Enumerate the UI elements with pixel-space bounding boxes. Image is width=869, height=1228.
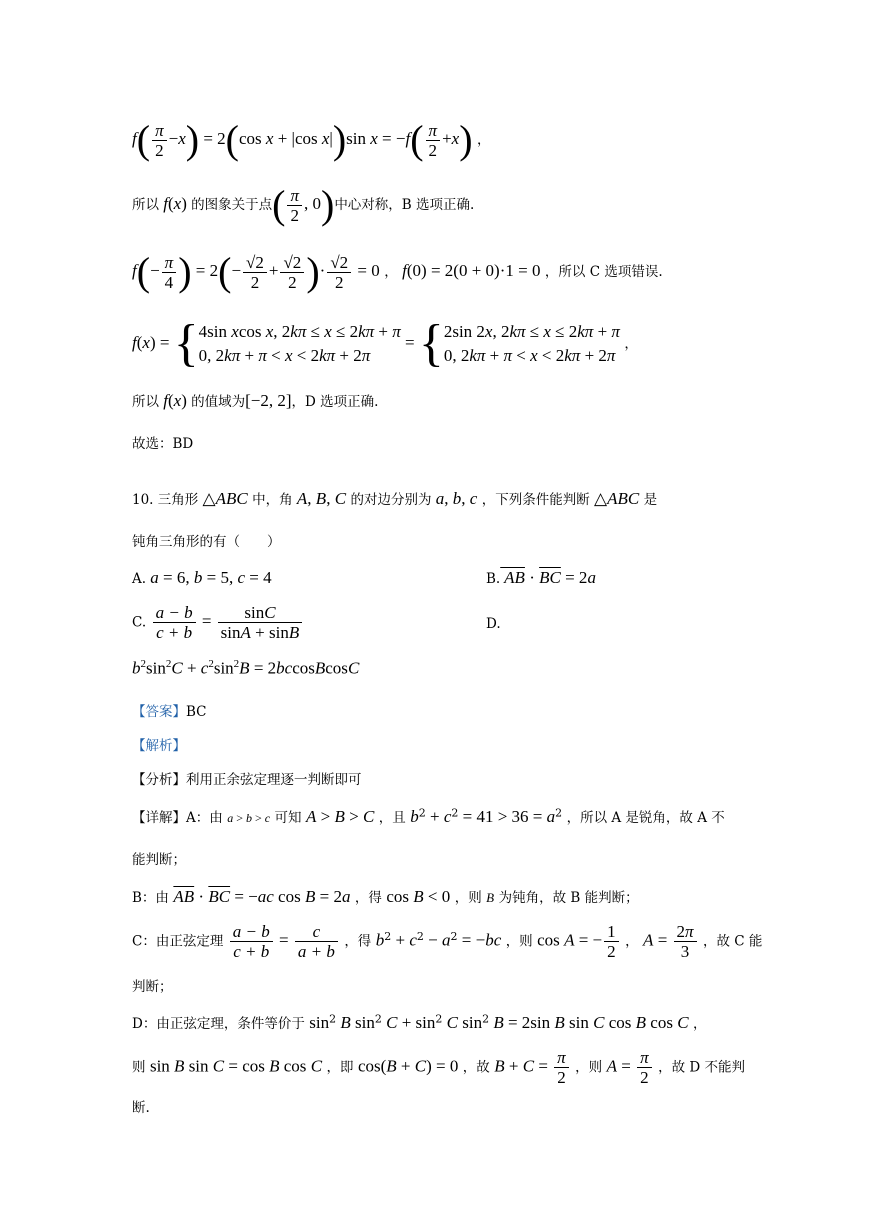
- option-b: B. AB · $\overline{BC} = 2a$: [486, 568, 596, 587]
- statement-b: 所以 f(x) 的图象关于点( $\frac{\pi}{2}$ , 0)中心对称，B 选项正确.: [132, 182, 475, 227]
- statement-c: f(− $\frac{\pi}{4}$ ) = 2(− $\frac{√2}{2}$ + $\frac{√2}{2}$ )· $\frac{√2}{2}$ = 0 ， f(0) = 2(0 + 0)·1 = 0 ，所以 C 选项错误.: [132, 249, 663, 294]
- detail-c-cont: 判断；: [132, 979, 173, 995]
- detail-d: D：由正弦定理，条件等价于 $\sin^2 B$ $\sin^2 C + \sin^2 C$ $\sin^2 B = 2\sin$ B sin C cos B cos C ，: [132, 1012, 707, 1032]
- detail-d-cont: 则 sin B sin C = cos B cos C ，即 cos(B + C) = 0 ，故 B + C = $\frac{\pi}{2}$ ，则 A = $\frac{\pi}{2}$ ，故 D 不能判: [132, 1048, 745, 1087]
- statement-d: 所以 f(x) 的值域为[−2, 2]，D 选项正确.: [132, 391, 379, 410]
- option-a: A. a = 6, b = 5, c = 4: [132, 568, 272, 587]
- analysis-label: 【解析】: [132, 738, 186, 754]
- option-d-formula: $b^2\sin^2C + c^2\sin^2B$ = 2bccosBcosC: [132, 658, 360, 678]
- piecewise-formula: f(x) = { 4sin xcos x, 2kπ ≤ x ≤ 2kπ + π 0, 2kπ + π < x < 2kπ + 2π = { 2sin 2x, 2kπ ≤ x ≤ 2kπ + π 0, 2kπ + π < x < 2kπ + 2π ，: [132, 315, 638, 372]
- detail-b: B：由 $\overline{AB} \cdot \overline{BC} = -ac$ cos B = 2a ，得 cos B < 0 ，则 B 为钝角，故 B 能判断；: [132, 887, 639, 906]
- detail-d-end: 断.: [132, 1100, 150, 1116]
- detail-a: 【详解】A：由 a > b > c 可知 A > B > C ，且 $b^2 + c^2 = 41 > 36 = a^2$ ，所以 A 是锐角，故 A 不: [132, 806, 725, 826]
- question-10-line1: 10. 三角形 △ABC 中，角 A, B, C 的对边分别为 a, b, c ，下列条件能判断 △ABC 是: [132, 489, 658, 508]
- option-c: C. $\frac{a - b}{c + b}$ = $\frac{\sin C}{\sin A + \sin B}$: [132, 603, 304, 642]
- option-d: D.: [486, 616, 501, 632]
- choice-result: 故选：BD: [132, 436, 194, 452]
- formula-symmetry: f( $\frac{\pi}{2}$ −x) = 2(cos x + |cos x|)sin x = −f( $\frac{\pi}{2}$ +x) ，: [132, 117, 491, 162]
- detail-c: C：由正弦定理 $\frac{a - b}{c + b}$ = $\frac{c}{a + b}$ ，得 $b^2 + c^2 - a^2 = -bc$ ，则 cos A = − $\frac{1}{2}$ ， A = $\frac{2\pi}{3}$ ，故 C 能: [132, 922, 763, 961]
- detail-a-cont: 能判断；: [132, 852, 186, 868]
- fenxi-line: 【分析】利用正余弦定理逐一判断即可: [132, 772, 362, 788]
- question-10-line2: 钝角三角形的有（ ）: [132, 534, 281, 550]
- answer-line: 【答案】BC: [132, 704, 207, 720]
